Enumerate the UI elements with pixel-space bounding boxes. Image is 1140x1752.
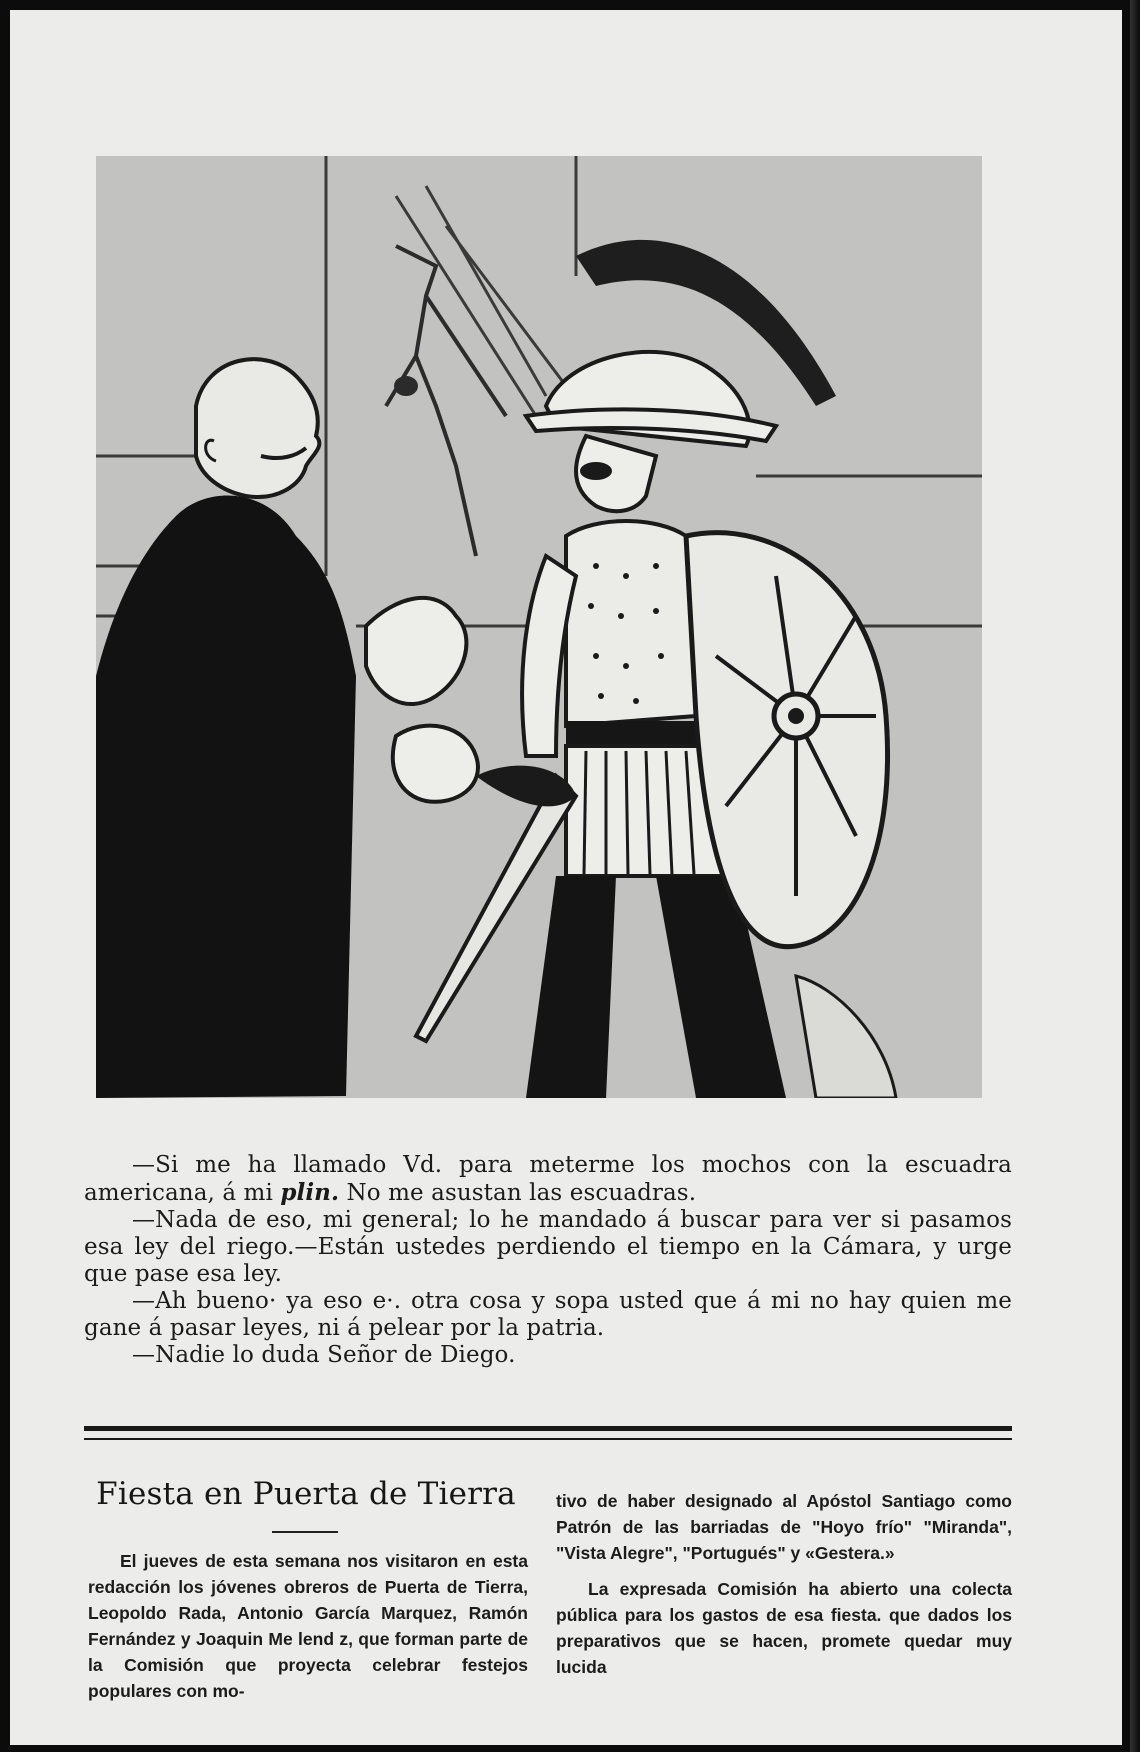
cartoon-drawing xyxy=(96,156,982,1098)
section-divider-thick xyxy=(84,1426,1012,1431)
cartoon-caption xyxy=(84,1152,1012,1369)
book-spine-edge xyxy=(1130,0,1140,1752)
section-divider-thin xyxy=(84,1438,1012,1440)
caption-paragraph-3: —Ah bueno· ya eso e·. otra cosa y sopa usted que á mi no hay quien me gane á pasar leyes, ni á pelear por la patria. xyxy=(84,1288,1012,1341)
caption-paragraph-1 xyxy=(84,1152,1012,1207)
caption-paragraph-2: —Nada de eso, mi general; lo he mandado á buscar para ver si pasamos esa ley del riego.—Están ustedes perdiendo el tiempo en la Cámara, y urge que pase esa ley. xyxy=(84,1207,1012,1287)
title-underline xyxy=(272,1531,338,1533)
cartoon-illustration xyxy=(96,156,982,1098)
article-column-left xyxy=(88,1548,528,1704)
caption-italic-word: plin. xyxy=(280,1179,340,1206)
caption-text: No me asustan las escuadras. xyxy=(339,1180,697,1206)
article-paragraph: El jueves de esta semana nos visitaron en esta redacción los jóvenes obreros de Puerta de Tierra, Leopoldo Rada, Antonio García Marquez, Ramón Fernández y Joaquin Me lend z, que forman parte de la Comisión que proyecta celebrar festejos populares con mo- xyxy=(88,1551,528,1701)
article-paragraph: La expresada Comisión ha abierto una colecta pública para los gastos de esa fiesta. que dados los preparativos que se hacen, promete quedar muy lucida xyxy=(556,1579,1012,1677)
article-column-right xyxy=(556,1488,1012,1680)
article-title: Fiesta en Puerta de Tierra xyxy=(96,1476,516,1512)
caption-paragraph-4: —Nadie lo duda Señor de Diego. xyxy=(132,1342,516,1368)
article-paragraph: tivo de haber designado al Apóstol Santiago como Patrón de las barriadas de "Hoyo frío" "Miranda", "Vista Alegre", "Portugués" y «Gestera.» xyxy=(556,1491,1012,1563)
caption-text: —Si me ha llamado Vd. para meterme los mochos con la escuadra americana, á mi xyxy=(84,1152,1012,1206)
